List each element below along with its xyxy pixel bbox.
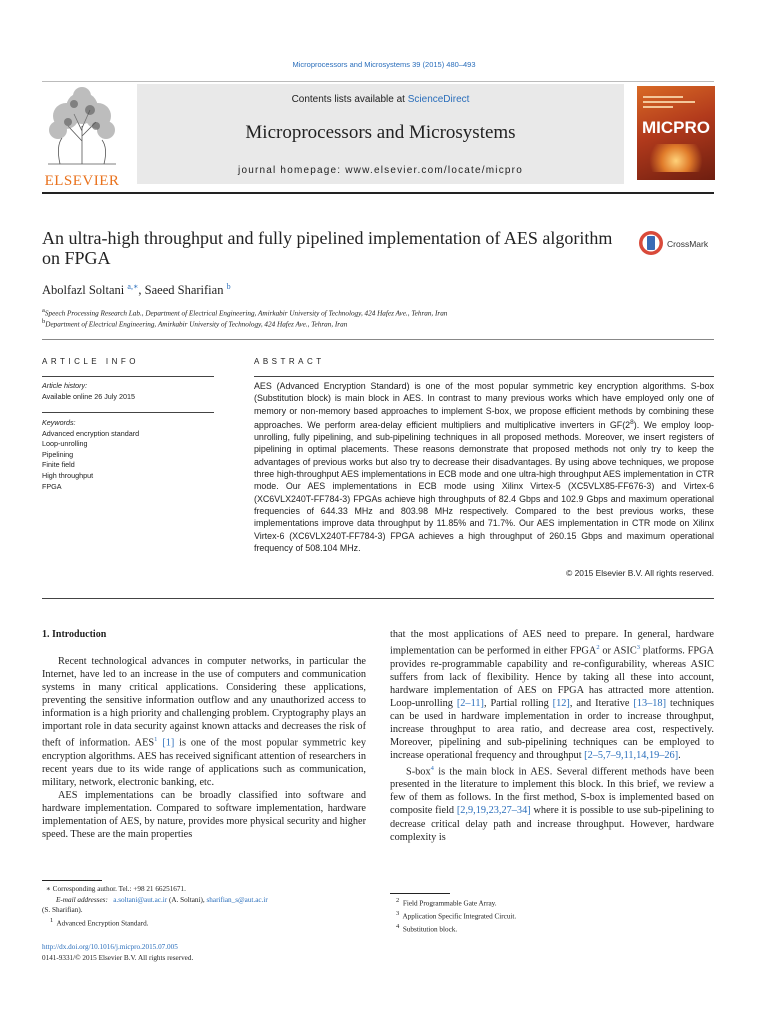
article-title: An ultra-high throughput and fully pipelined implementation of AES algorithm on FPGA bbox=[42, 228, 613, 268]
abstract-heading: ABSTRACT bbox=[254, 357, 325, 366]
citation-ref[interactable]: [2–11] bbox=[456, 697, 484, 709]
contents-line bbox=[137, 94, 624, 105]
crossmark-label: CrossMark bbox=[667, 239, 709, 249]
crossmark-badge[interactable] bbox=[638, 230, 718, 258]
elsevier-logo[interactable] bbox=[38, 86, 126, 189]
journal-cover-image[interactable] bbox=[637, 86, 715, 180]
article-history bbox=[42, 381, 214, 402]
citation-ref[interactable]: [12] bbox=[552, 697, 570, 709]
intro-paragraph-1: Recent technological advances in computer networks, in particular the Internet, have led to an increase in the use of computers and communication systems in many critical applications. Considering these applications, preventing the sensitive information outflow and any unauthorized access to information is a high priority and challenging problem. Cryptography plays an important role in data security against known attacks and decreases the risk of theft of information. AES$^1$ [1] is one of the most popular symmetric key encryption algorithms. AES has received significant attention of researchers in recent years due to its wide range of applications such as communication, military, network, electronic banking, etc. bbox=[42, 656, 366, 788]
intro-paragraph-2: AES implementations can be broadly classified into software and hardware implementation. Compared to software implementation, hardware implementation of AES, by nature, provides more physical security and higher speed. These are the main properties bbox=[42, 789, 366, 841]
footnote-rule-left bbox=[42, 880, 102, 881]
body-column-right bbox=[390, 628, 714, 844]
corresponding-author-note: ∗ Corresponding author. Tel.: +98 21 66251671. bbox=[46, 885, 186, 893]
affiliation-a: $^a$Speech Processing Research Lab., Department of Electrical Engineering, Amirkabir University of Technology, 424 Hafez Ave., Tehran, Iran bbox=[42, 307, 448, 318]
footnotes-left bbox=[42, 884, 366, 928]
history-label: Article history: bbox=[42, 381, 88, 390]
section-heading-introduction: 1. Introduction bbox=[42, 629, 107, 640]
affiliation-b: $^b$Department of Electrical Engineering, Amirkabir University of Technology, 424 Hafez Ave., Tehran, Iran bbox=[42, 318, 348, 329]
email-link[interactable]: sharifian_s@aut.ac.ir bbox=[206, 895, 268, 904]
footnote-1: $^1$ Advanced Encryption Standard. bbox=[50, 916, 149, 927]
author-list: Abolfazl Soltani $^{a,∗}$, Saeed Sharifian $^b$ bbox=[42, 282, 231, 298]
email-note: E-mail addresses: a.soltani@aut.ac.ir (A. Soltani), sharifian_s@aut.ac.ir bbox=[56, 895, 268, 904]
abstract-rule bbox=[254, 376, 714, 377]
keyword-item[interactable]: Finite field bbox=[42, 460, 75, 470]
keywords-block bbox=[42, 418, 214, 492]
keyword-item[interactable]: Loop-unrolling bbox=[42, 439, 88, 449]
crossmark-icon bbox=[638, 230, 664, 256]
article-doi[interactable]: http://dx.doi.org/10.1016/j.micpro.2015.07.005 bbox=[42, 943, 178, 951]
sciencedirect-link[interactable]: ScienceDirect bbox=[407, 94, 470, 105]
sbox-paragraph: S-box$^4$ is the main block in AES. Several different methods have been presented in the literature to implement this block. In this brief, we review a few of them as follows. In the first method, S-box is implemented based on composite field [2,9,19,23,27–34] where it is possible to use sub-pipelining to decrease critical delay path and increase throughput. However, hardware complexity is bbox=[390, 764, 715, 843]
footnote-ref-2[interactable]: 2 bbox=[596, 644, 600, 652]
citation-ref[interactable]: [1] bbox=[162, 737, 175, 749]
citation-ref[interactable]: [2,9,19,23,27–34] bbox=[456, 805, 531, 817]
author-2-affil-mark[interactable]: b bbox=[226, 282, 231, 291]
footnote-ref-1[interactable]: 1 bbox=[154, 736, 158, 744]
footnotes-right bbox=[390, 896, 714, 935]
footnote-2: $^2$ Field Programmable Gate Array. bbox=[396, 897, 497, 908]
email-note-cont: (S. Sharifian). bbox=[42, 906, 83, 914]
copyright-notice: © 2015 Elsevier B.V. All rights reserved. bbox=[566, 568, 714, 578]
footnote-ref-3[interactable]: 3 bbox=[636, 644, 640, 652]
keyword-item[interactable]: FPGA bbox=[42, 481, 62, 491]
elsevier-wordmark: ELSEVIER bbox=[44, 173, 120, 189]
article-info-rule bbox=[42, 376, 214, 377]
email-link[interactable]: a.soltani@aut.ac.ir bbox=[113, 895, 168, 904]
cover-label: MICPRO bbox=[642, 118, 710, 137]
history-value: Available online 26 July 2015 bbox=[42, 391, 135, 401]
cover-header-text bbox=[643, 96, 709, 110]
journal-title: Microprocessors and Microsystems bbox=[245, 122, 516, 143]
footnote-ref-4[interactable]: 4 bbox=[430, 764, 434, 772]
masthead-rule-bottom bbox=[42, 192, 714, 194]
footnote-3: $^3$ Application Specific Integrated Circuit. bbox=[396, 909, 517, 921]
journal-citation[interactable]: Microprocessors and Microsystems 39 (2015) 480–493 bbox=[292, 60, 476, 69]
body-column-left bbox=[42, 628, 366, 841]
citation-ref[interactable]: [13–18] bbox=[633, 697, 667, 709]
author-1[interactable]: Abolfazl Soltani bbox=[42, 283, 125, 298]
contents-prefix: Contents lists available at bbox=[291, 94, 408, 105]
journal-homepage[interactable]: journal homepage: www.elsevier.com/locate/micpro bbox=[238, 165, 523, 176]
keyword-item[interactable]: Pipelining bbox=[42, 449, 74, 459]
abstract-text: AES (Advanced Encryption Standard) is one of the most popular symmetric key encryption algorithms. S-box (Substitution block) is main block in AES. In contrast to many previous works which have employed only one of memory or non-memory based approaches to implement S-box, we propose efficient methods by combining these approaches. We perform area-delay efficient multipliers and multiplicative inverters in $GF(2^8)$. We employ loop-unrolling, fully pipelining, and sub-pipelining techniques in all proposed methods. Moreover, we insert registers of pipelining in optimal placements. These reasons demonstrate that proposed methods not only try to keep the advantages of previous works but also try to decrease their disadvantages. By using above techniques, we propose three high-throughput AES implementations in ECB mode and one ultra-high throughput AES implementation in CTR mode. Our AES implementations in ECB mode using Xilinx Virtex-5 (XC5VLX85-FF676-3) and Virtex-6 (XC6VLX240T-FF784-3) FPGAs achieve high throughputs of 82.4 Gbps and 102.9 Gbps and maximum operational frequencies of 644.33 MHz and 803.98 MHz respectively. Compared to the best previous works, these implementations improve data throughput by 11.85% and 71.7%. Our AES implementation in CTR mode on Xilinx Virtex-6 (XC6VLX240T-FF784-3) FPGA achieves a high throughput of 260.15 Gbps and maximum operational frequency of 508.104 MHz. bbox=[254, 381, 714, 553]
footnote-4: $^4$ Substitution block. bbox=[396, 922, 458, 934]
keyword-item[interactable]: High throughput bbox=[42, 470, 94, 480]
issn-copyright: 0141-9331/© 2015 Elsevier B.V. All rights reserved. bbox=[42, 954, 194, 962]
footnote-rule-right bbox=[390, 893, 450, 894]
abstract-bottom-rule bbox=[42, 598, 714, 599]
keyword-item[interactable]: Advanced encryption standard bbox=[42, 428, 140, 438]
keywords-label: Keywords: bbox=[42, 418, 76, 427]
article-info-heading: ARTICLE INFO bbox=[42, 357, 139, 366]
history-rule bbox=[42, 412, 214, 413]
body-paragraph-continued: that the most applications of AES need to prepare. In general, hardware implementation can be performed in either FPGA$^2$ or ASIC$^3$ platforms. FPGA provides re-programmable capability and re-configurability, whereas ASIC suffers from lack of flexibility. Hence by taking all these into account, hardware implementation of AES on FPGA has attracted more attention. Loop-unrolling [2–11], Partial rolling [12], and Iterative [13–18] techniques can be used in hardware implementation in order to increase throughput, increase throughput to area ratio, and decrease area cost, respectively. Moreover, pipelining and sub-pipelining techniques can be employed to increase operational frequency and throughput [2–5,7–9,11,14,19–26]. bbox=[390, 629, 714, 761]
author-1-affil-mark[interactable]: a,∗ bbox=[127, 282, 139, 291]
elsevier-tree-icon bbox=[38, 86, 126, 166]
citation-ref[interactable]: [2–5,7–9,11,14,19–26] bbox=[584, 749, 679, 761]
masthead-rule-top bbox=[42, 81, 714, 82]
header-divider bbox=[42, 339, 714, 340]
author-2[interactable]: Saeed Sharifian bbox=[144, 283, 224, 298]
